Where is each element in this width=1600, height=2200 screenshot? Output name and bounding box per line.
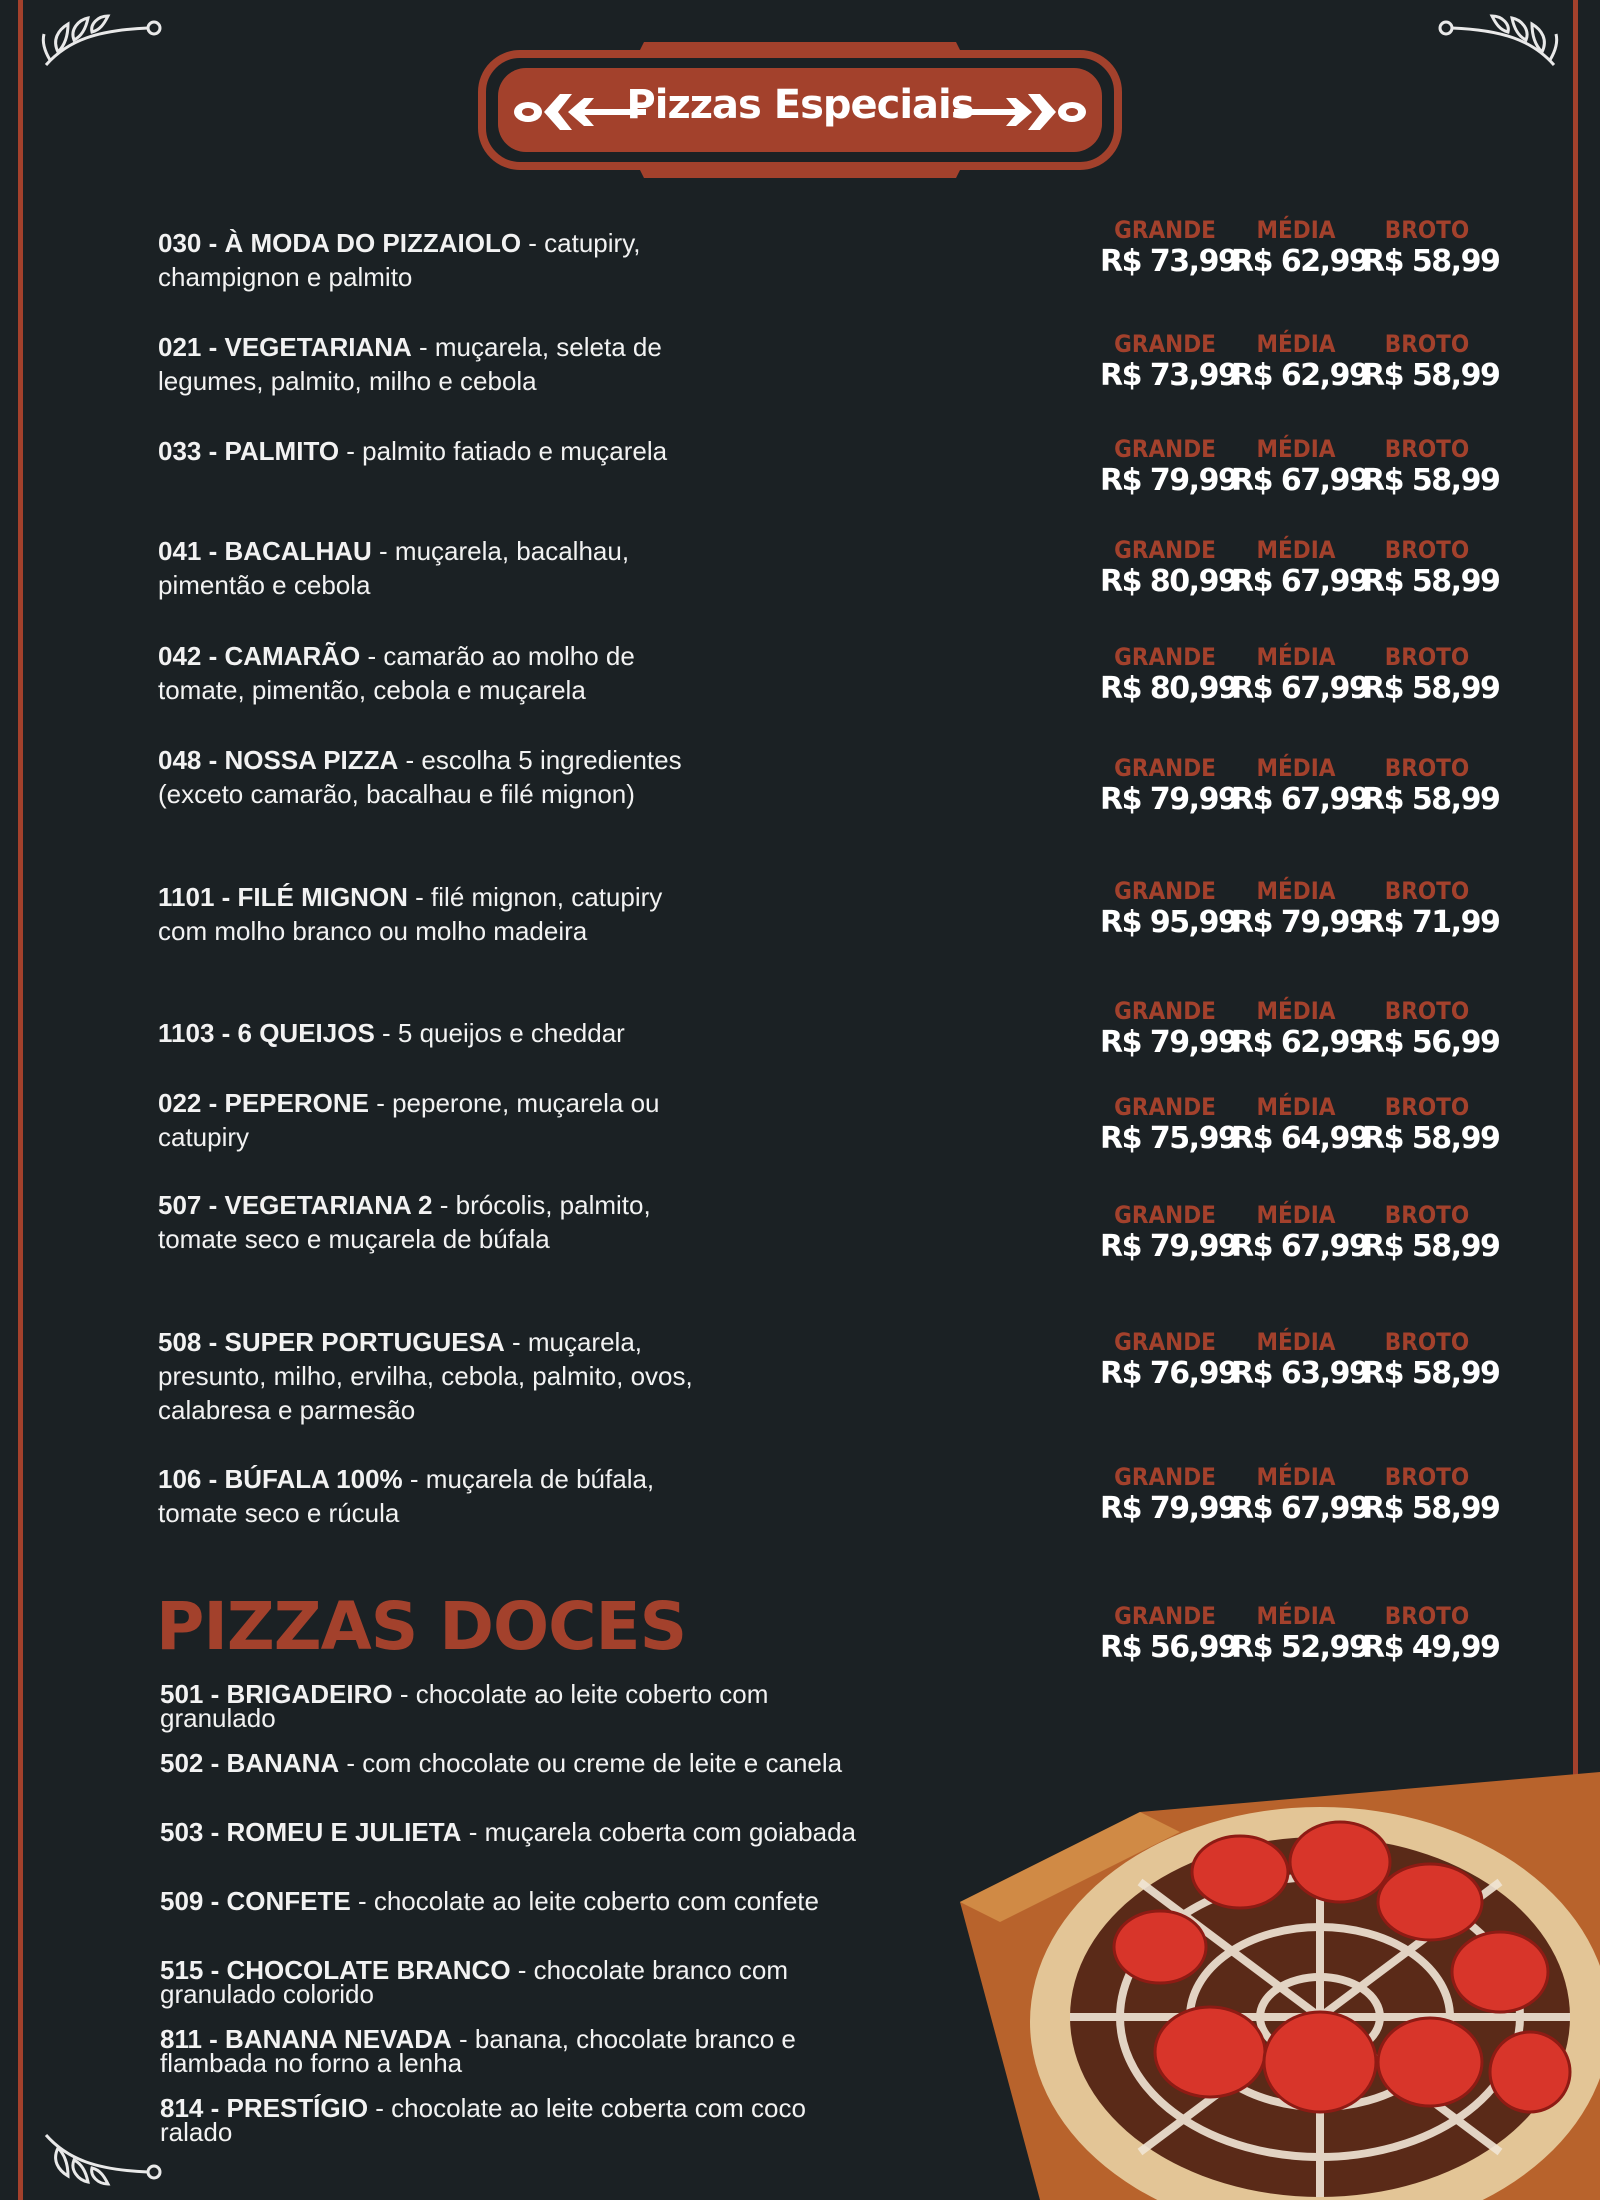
price-media: R$ 62,99 <box>1231 244 1369 279</box>
menu-item <box>158 434 698 468</box>
price-broto: R$ 56,99 <box>1362 1025 1500 1060</box>
size-label-broto: BROTO <box>1384 330 1470 358</box>
price-media: R$ 67,99 <box>1231 1491 1369 1526</box>
price-grande: R$ 56,99 <box>1100 1630 1238 1665</box>
item-prices <box>1100 1463 1500 1526</box>
price-grande: R$ 80,99 <box>1100 671 1238 706</box>
page-title: Pizzas Especiais <box>626 82 974 128</box>
price-media: R$ 63,99 <box>1231 1356 1369 1391</box>
size-label-broto: BROTO <box>1384 216 1470 244</box>
item-name: 515 - CHOCOLATE BRANCO <box>160 1955 511 1985</box>
size-label-broto: BROTO <box>1384 1602 1470 1630</box>
item-prices <box>1100 435 1500 498</box>
size-label-media: MÉDIA <box>1256 216 1336 244</box>
leaf-branch-icon <box>1432 10 1562 70</box>
size-label-broto: BROTO <box>1384 1093 1470 1121</box>
price-media: R$ 79,99 <box>1231 905 1369 940</box>
menu-item <box>158 1086 698 1154</box>
size-label-broto: BROTO <box>1384 643 1470 671</box>
price-media: R$ 64,99 <box>1231 1121 1369 1156</box>
price-grande: R$ 73,99 <box>1100 358 1238 393</box>
price-broto: R$ 58,99 <box>1362 1121 1500 1156</box>
item-prices <box>1100 754 1500 817</box>
price-media: R$ 67,99 <box>1231 564 1369 599</box>
size-label-media: MÉDIA <box>1256 997 1336 1025</box>
sweet-item <box>160 1955 880 2009</box>
item-description: - chocolate ao leite coberta com coco ralado <box>160 2093 806 2147</box>
item-name: 022 - PEPERONE <box>158 1088 369 1118</box>
item-name: 048 - NOSSA PIZZA <box>158 745 399 775</box>
item-name: 501 - BRIGADEIRO <box>160 1679 393 1709</box>
item-prices <box>1100 997 1500 1060</box>
menu-item <box>158 1016 698 1050</box>
size-label-media: MÉDIA <box>1256 1093 1336 1121</box>
item-description: - banana, chocolate branco e flambada no forno a lenha <box>160 2024 796 2078</box>
price-broto: R$ 58,99 <box>1362 358 1500 393</box>
size-label-broto: BROTO <box>1384 754 1470 782</box>
size-label-media: MÉDIA <box>1256 1328 1336 1356</box>
size-label-grande: GRANDE <box>1114 643 1216 671</box>
size-label-grande: GRANDE <box>1114 1328 1216 1356</box>
item-description: - chocolate ao leite coberto com granulado <box>160 1679 769 1733</box>
price-media: R$ 67,99 <box>1231 671 1369 706</box>
item-description: - escolha 5 ingredientes (exceto camarão, bacalhau e filé mignon) <box>158 745 682 809</box>
price-media: R$ 67,99 <box>1231 463 1369 498</box>
size-label-broto: BROTO <box>1384 1201 1470 1229</box>
item-name: 509 - CONFETE <box>160 1886 351 1916</box>
price-grande: R$ 79,99 <box>1100 782 1238 817</box>
strawberry-chocolate-pizza <box>960 1772 1600 2200</box>
price-grande: R$ 73,99 <box>1100 244 1238 279</box>
price-broto: R$ 71,99 <box>1362 905 1500 940</box>
menu-item <box>158 226 698 294</box>
item-name: 814 - PRESTÍGIO <box>160 2093 369 2123</box>
size-label-grande: GRANDE <box>1114 1463 1216 1491</box>
item-prices <box>1100 1328 1500 1391</box>
sweet-item <box>160 2093 880 2147</box>
item-prices <box>1100 1093 1500 1156</box>
price-grande: R$ 76,99 <box>1100 1356 1238 1391</box>
size-label-grande: GRANDE <box>1114 1093 1216 1121</box>
price-media: R$ 52,99 <box>1231 1630 1369 1665</box>
item-description: - muçarela de búfala, tomate seco e rúcula <box>158 1464 655 1528</box>
item-prices <box>1100 1201 1500 1264</box>
size-label-media: MÉDIA <box>1256 435 1336 463</box>
size-label-media: MÉDIA <box>1256 1463 1336 1491</box>
item-name: 033 - PALMITO <box>158 436 340 466</box>
size-label-media: MÉDIA <box>1256 536 1336 564</box>
item-name: 507 - VEGETARIANA 2 <box>158 1190 433 1220</box>
size-label-broto: BROTO <box>1384 536 1470 564</box>
price-broto: R$ 58,99 <box>1362 244 1500 279</box>
menu-item <box>158 1462 698 1530</box>
item-description: - chocolate branco com granulado colorido <box>160 1955 789 2009</box>
sweet-item <box>160 2024 880 2078</box>
size-label-media: MÉDIA <box>1256 330 1336 358</box>
item-description: - com chocolate ou creme de leite e canela <box>339 1748 843 1778</box>
item-name: 502 - BANANA <box>160 1748 340 1778</box>
price-grande: R$ 79,99 <box>1100 1025 1238 1060</box>
price-media: R$ 67,99 <box>1231 1229 1369 1264</box>
sweet-item <box>160 1748 880 1778</box>
item-name: 508 - SUPER PORTUGUESA <box>158 1327 505 1357</box>
item-description: - muçarela coberta com goiabada <box>461 1817 857 1847</box>
size-label-grande: GRANDE <box>1114 997 1216 1025</box>
size-label-grande: GRANDE <box>1114 1201 1216 1229</box>
menu-item <box>158 639 698 707</box>
price-grande: R$ 80,99 <box>1100 564 1238 599</box>
item-description: - camarão ao molho de tomate, pimentão, cebola e muçarela <box>158 641 635 705</box>
sweet-item <box>160 1886 880 1916</box>
item-name: 030 - À MODA DO PIZZAIOLO <box>158 228 522 258</box>
leaf-branch-icon <box>38 10 168 70</box>
size-label-media: MÉDIA <box>1256 643 1336 671</box>
menu-item <box>158 1188 698 1256</box>
item-prices <box>1100 330 1500 393</box>
item-name: 021 - VEGETARIANA <box>158 332 412 362</box>
size-label-grande: GRANDE <box>1114 536 1216 564</box>
price-grande: R$ 75,99 <box>1100 1121 1238 1156</box>
size-label-grande: GRANDE <box>1114 754 1216 782</box>
doces-prices <box>1100 1602 1500 1665</box>
menu-item <box>158 743 698 811</box>
price-grande: R$ 95,99 <box>1100 905 1238 940</box>
size-label-media: MÉDIA <box>1256 877 1336 905</box>
sweet-item <box>160 1679 880 1733</box>
menu-item <box>158 1325 698 1427</box>
item-description: - muçarela, seleta de legumes, palmito, milho e cebola <box>158 332 662 396</box>
item-description: - peperone, muçarela ou catupiry <box>158 1088 660 1152</box>
item-name: 106 - BÚFALA 100% <box>158 1464 403 1494</box>
size-label-grande: GRANDE <box>1114 877 1216 905</box>
price-grande: R$ 79,99 <box>1100 463 1238 498</box>
menu-item <box>158 880 698 948</box>
item-prices <box>1100 216 1500 279</box>
price-grande: R$ 79,99 <box>1100 1229 1238 1264</box>
header-banner <box>478 40 1122 180</box>
item-description: - brócolis, palmito, tomate seco e muçarela de búfala <box>158 1190 651 1254</box>
item-prices <box>1100 536 1500 599</box>
sweet-item <box>160 1817 880 1847</box>
size-label-grande: GRANDE <box>1114 1602 1216 1630</box>
price-media: R$ 62,99 <box>1231 1025 1369 1060</box>
size-label-broto: BROTO <box>1384 997 1470 1025</box>
size-label-media: MÉDIA <box>1256 754 1336 782</box>
item-description: - 5 queijos e cheddar <box>374 1018 625 1048</box>
size-label-grande: GRANDE <box>1114 435 1216 463</box>
price-broto: R$ 58,99 <box>1362 1229 1500 1264</box>
size-label-broto: BROTO <box>1384 1328 1470 1356</box>
section-title-doces: PIZZAS DOCES <box>156 1588 687 1665</box>
price-broto: R$ 58,99 <box>1362 1491 1500 1526</box>
menu-item <box>158 534 698 602</box>
leaf-branch-icon <box>38 2130 168 2190</box>
price-broto: R$ 49,99 <box>1362 1630 1500 1665</box>
size-label-broto: BROTO <box>1384 1463 1470 1491</box>
item-name: 1103 - 6 QUEIJOS <box>158 1018 375 1048</box>
price-grande: R$ 79,99 <box>1100 1491 1238 1526</box>
item-description: - muçarela, bacalhau, pimentão e cebola <box>158 536 630 600</box>
item-description: - palmito fatiado e muçarela <box>339 436 668 466</box>
item-description: - chocolate ao leite coberto com confete <box>350 1886 819 1916</box>
item-description: - filé mignon, catupiry com molho branco ou molho madeira <box>158 882 663 946</box>
size-label-media: MÉDIA <box>1256 1201 1336 1229</box>
price-broto: R$ 58,99 <box>1362 463 1500 498</box>
price-media: R$ 62,99 <box>1231 358 1369 393</box>
item-description: - catupiry, champignon e palmito <box>158 228 641 292</box>
item-name: 503 - ROMEU E JULIETA <box>160 1817 462 1847</box>
item-prices <box>1100 877 1500 940</box>
size-label-media: MÉDIA <box>1256 1602 1336 1630</box>
item-description: - muçarela, presunto, milho, ervilha, cebola, palmito, ovos, calabresa e parmesão <box>158 1327 693 1425</box>
price-media: R$ 67,99 <box>1231 782 1369 817</box>
item-name: 811 - BANANA NEVADA <box>160 2024 452 2054</box>
item-name: 041 - BACALHAU <box>158 536 372 566</box>
size-label-broto: BROTO <box>1384 877 1470 905</box>
size-label-grande: GRANDE <box>1114 216 1216 244</box>
size-label-broto: BROTO <box>1384 435 1470 463</box>
item-name: 1101 - FILÉ MIGNON <box>158 882 408 912</box>
price-broto: R$ 58,99 <box>1362 671 1500 706</box>
menu-item <box>158 330 698 398</box>
size-label-grande: GRANDE <box>1114 330 1216 358</box>
item-name: 042 - CAMARÃO <box>158 641 361 671</box>
price-broto: R$ 58,99 <box>1362 564 1500 599</box>
price-broto: R$ 58,99 <box>1362 1356 1500 1391</box>
item-prices <box>1100 643 1500 706</box>
price-broto: R$ 58,99 <box>1362 782 1500 817</box>
